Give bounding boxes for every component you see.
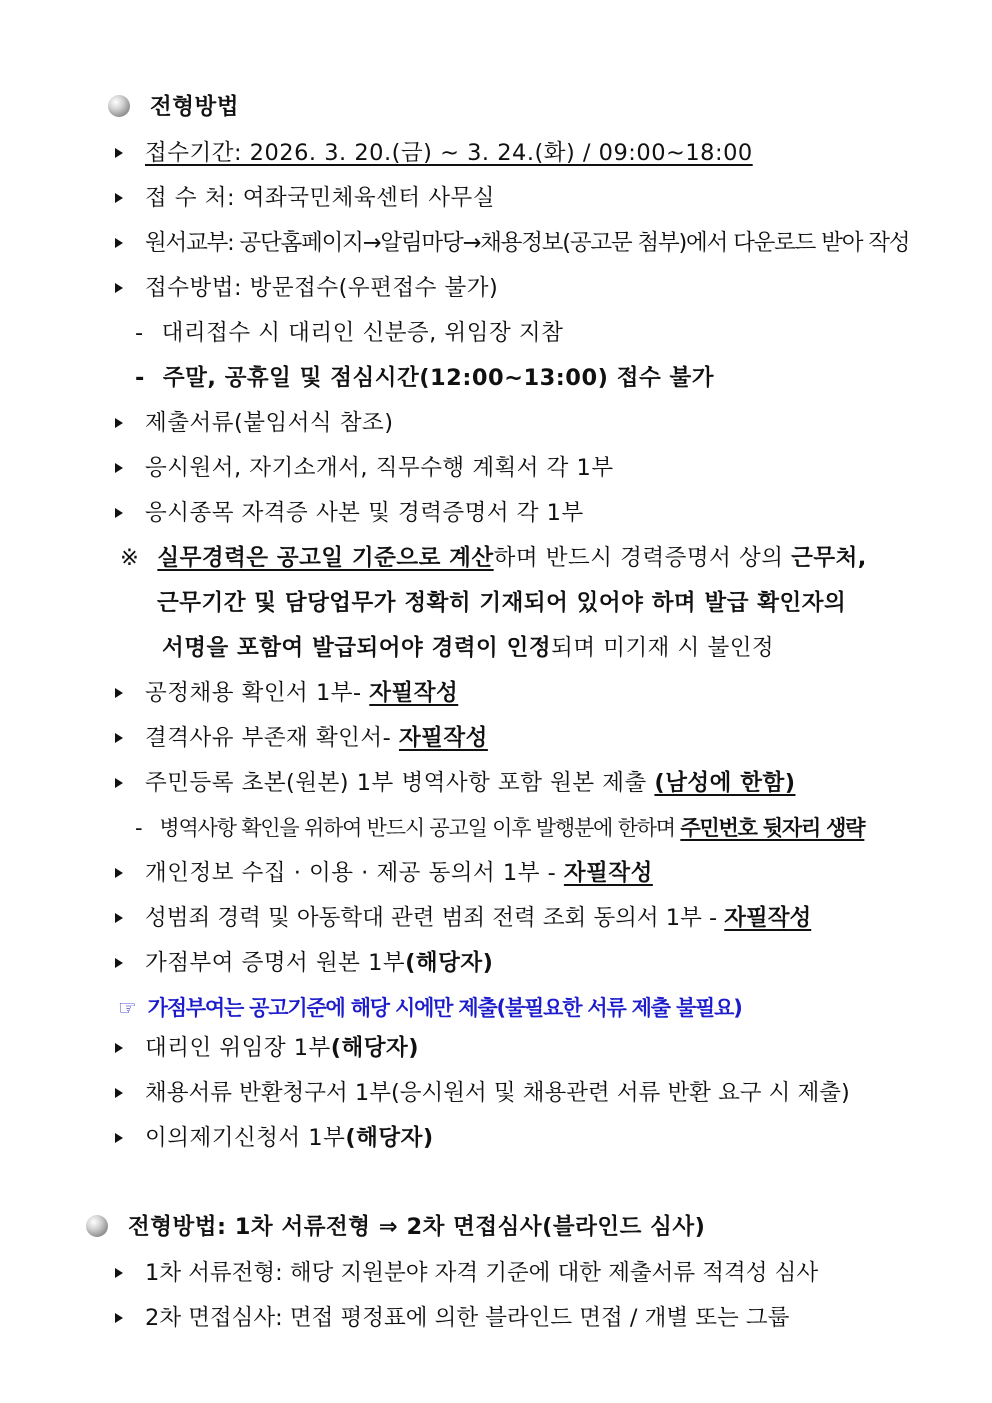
method-sub-item: - 대리접수 시 대리인 신분증, 위임장 지참 xyxy=(135,320,564,346)
triangle-bullet-icon xyxy=(115,1133,123,1143)
document-item: 응시종목 자격증 사본 및 경력증명서 각 1부 xyxy=(115,498,584,528)
triangle-bullet-icon xyxy=(115,238,123,248)
triangle-bullet-icon xyxy=(115,1088,123,1098)
triangle-bullet-icon xyxy=(115,148,123,158)
triangle-bullet-icon xyxy=(115,733,123,743)
triangle-bullet-icon xyxy=(115,868,123,878)
document-item: 대리인 위임장 1부(해당자) xyxy=(115,1033,419,1063)
pointing-hand-icon: ☞ xyxy=(118,996,136,1020)
triangle-bullet-icon xyxy=(115,688,123,698)
reference-mark-icon: ※ xyxy=(120,545,140,571)
triangle-bullet-icon xyxy=(115,193,123,203)
triangle-bullet-icon xyxy=(115,958,123,968)
triangle-bullet-icon xyxy=(115,778,123,788)
document-item: 결격사유 부존재 확인서- 자필작성 xyxy=(115,723,488,753)
reception-method-item: 접수방법: 방문접수(우편접수 불가) xyxy=(115,273,498,303)
triangle-bullet-icon xyxy=(115,1313,123,1323)
triangle-bullet-icon xyxy=(115,508,123,518)
section-heading: 전형방법: 1차 서류전형 ⇒ 2차 면접심사(블라인드 심사) xyxy=(86,1212,705,1242)
document-item: 공정채용 확인서 1부- 자필작성 xyxy=(115,678,458,708)
documents-title-item: 제출서류(붙임서식 참조) xyxy=(115,408,394,438)
resident-sub-item: - 병역사항 확인을 위하여 반드시 공고일 이후 발행분에 한하며 주민번호 뒷자리 생략 xyxy=(135,816,865,840)
stage-item: 1차 서류전형: 해당 지원분야 자격 기준에 대한 제출서류 적격성 심사 xyxy=(115,1258,818,1288)
form-distribution-item: 원서교부: 공단홈페이지→알림마당→채용정보(공고문 첨부)에서 다운로드 받아 작성 xyxy=(115,228,909,258)
bonus-note: ☞ 가점부여는 공고기준에 해당 시에만 제출(불필요한 서류 제출 불필요) xyxy=(118,993,742,1023)
gray-ball-bullet-icon xyxy=(86,1215,108,1237)
triangle-bullet-icon xyxy=(115,463,123,473)
triangle-bullet-icon xyxy=(115,418,123,428)
document-item: 주민등록 초본(원본) 1부 병역사항 포함 원본 제출 (남성에 한함) xyxy=(115,768,795,798)
section-heading: 전형방법 xyxy=(108,92,239,122)
reception-place-item: 접 수 처: 여좌국민체육센터 사무실 xyxy=(115,183,495,213)
document-item: 개인정보 수집 · 이용 · 제공 동의서 1부 - 자필작성 xyxy=(115,858,653,888)
document-item: 이의제기신청서 1부(해당자) xyxy=(115,1123,434,1153)
document-item: 채용서류 반환청구서 1부(응시원서 및 채용관련 서류 반환 요구 시 제출) xyxy=(115,1078,850,1108)
document-item: 가점부여 증명서 원본 1부(해당자) xyxy=(115,948,493,978)
document-item: 응시원서, 자기소개서, 직무수행 계획서 각 1부 xyxy=(115,453,614,483)
gray-ball-bullet-icon xyxy=(108,95,130,117)
method-sub-item: - 주말, 공휴일 및 점심시간(12:00~13:00) 접수 불가 xyxy=(135,365,715,391)
triangle-bullet-icon xyxy=(115,913,123,923)
reception-period-item xyxy=(115,138,753,168)
document-item: 성범죄 경력 및 아동학대 관련 범죄 전력 조회 동의서 1부 - 자필작성 xyxy=(115,903,811,933)
triangle-bullet-icon xyxy=(115,1043,123,1053)
experience-note-line2: 근무기간 및 담당업무가 정확히 기재되어 있어야 하며 발급 확인자의 xyxy=(157,590,847,616)
triangle-bullet-icon xyxy=(115,283,123,293)
reception-period-text: 접수기간: 2026. 3. 20.(금) ~ 3. 24.(화) / 09:00~18:00 xyxy=(145,140,753,166)
experience-note-line3: 서명을 포함여 발급되어야 경력이 인정되며 미기재 시 불인정 xyxy=(162,635,775,661)
experience-note: ※ 실무경력은 공고일 기준으로 계산하며 반드시 경력증명서 상의 근무처, xyxy=(120,545,867,571)
triangle-bullet-icon xyxy=(115,1268,123,1278)
stage-item: 2차 면접심사: 면접 평정표에 의한 블라인드 면접 / 개별 또는 그룹 xyxy=(115,1303,789,1333)
